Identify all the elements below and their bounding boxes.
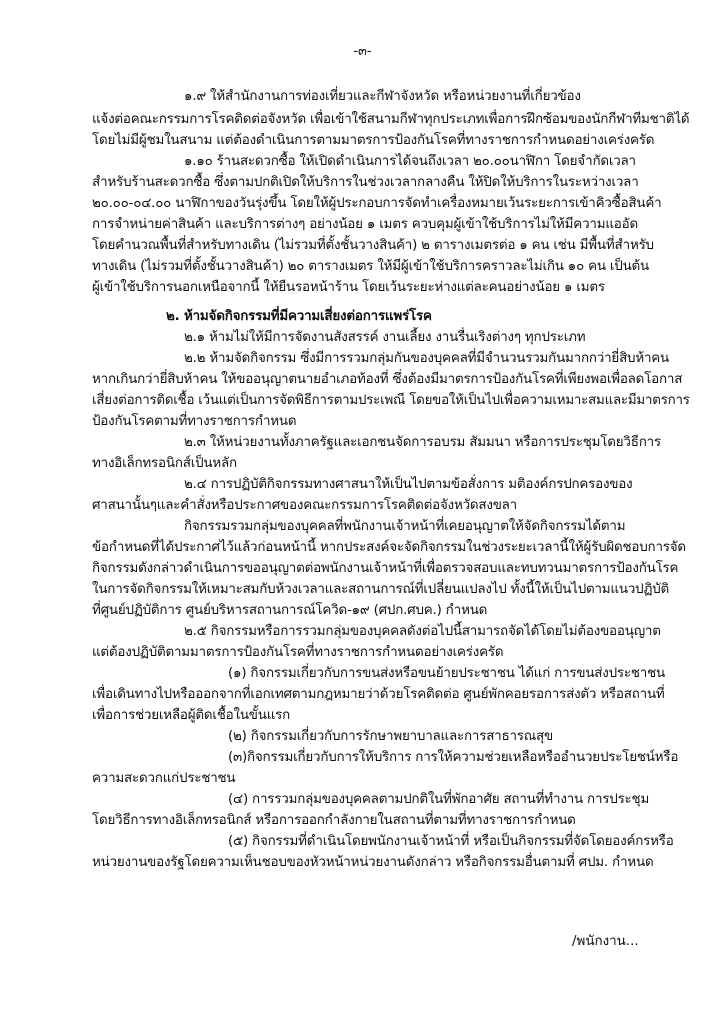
text-line: ทางเดิน (ไม่รวมที่ตั้งชั้นวางสินค้า) ๒๐ ตารางเมตร ให้มีผู้เข้าใช้บริการคราวละไม่เกิน ๑๐ คน เป็นต้น	[92, 259, 649, 274]
text-line: กิจกรรมดังกล่าวดำเนินการขออนุญาตต่อพนักงานเจ้าหน้าที่เพื่อตรวจสอบและทบทวนมาตรการป้องกันโรค	[92, 561, 679, 576]
text-line: ๒.๒ ห้ามจัดกิจกรรม ซึ่งมีการรวมกลุ่มกันของบุคคลที่มีจำนวนรวมกันมากกว่ายี่สิบห้าคน	[184, 351, 669, 366]
text-line: สำหรับร้านสะดวกซื้อ ซึ่งตามปกติเปิดให้บริการในช่วงเวลากลางคืน ให้ปิดให้บริการในระหว่างเวลา	[92, 175, 639, 190]
page-number: -๓-	[353, 44, 372, 59]
text-line: ผู้เข้าใช้บริการนอกเหนือจากนี้ ให้ยืนรอหน้าร้าน โดยเว้นระยะห่างแต่ละคนอย่างน้อย ๑ เมตร	[92, 280, 605, 295]
text-line: ๑.๑๐ ร้านสะดวกซื้อ ให้เปิดดำเนินการได้จนถึงเวลา ๒๐.๐๐นาฬิกา โดยจำกัดเวลา	[184, 154, 636, 169]
section-heading: ๒. ห้ามจัดกิจกรรมที่มีความเสี่ยงต่อการแพร่โรค	[166, 309, 432, 324]
text-line: ที่ศูนย์ปฏิบัติการ ศูนย์บริหารสถานการณ์โควิด-๑๙ (ศปก.ศบค.) กำหนด	[92, 603, 488, 618]
text-line: ๒๐.๐๐-๐๔.๐๐ นาฬิกาของวันรุ่งขึ้น โดยให้ผู้ประกอบการจัดทำเครื่องหมายเว้นระยะการเข้าคิวซื้อสินค้า	[92, 196, 662, 211]
text-line: ในการจัดกิจกรรมให้เหมาะสมกับห้วงเวลาและสถานการณ์ที่เปลี่ยนแปลงไป ทั้งนี้ให้เป็นไปตามแนวปฏิบัติ	[92, 582, 670, 597]
text-line: แต่ต้องปฏิบัติตามมาตรการป้องกันโรคที่ทางราชการกำหนดอย่างเคร่งครัด	[92, 645, 504, 660]
text-line: ๒.๓ ให้หน่วยงานทั้งภาครัฐและเอกชนจัดการอบรม สัมมนา หรือการประชุมโดยวิธีการ	[184, 435, 661, 450]
text-line: ความสะดวกแก่ประชาชน	[92, 771, 236, 786]
text-line: โดยไม่มีผู้ชมในสนาม แต่ต้องดำเนินการตามมาตรการป้องกันโรคที่ทางราชการกำหนดอย่างเคร่งครัด	[92, 133, 655, 148]
text-line: ๑.๙ ให้สำนักงานการท่องเที่ยวและกีฬาจังหวัด หรือหน่วยงานที่เกี่ยวข้อง	[184, 89, 581, 104]
text-line: (๕) กิจกรรมที่ดำเนินโดยพนักงานเจ้าหน้าที่ หรือเป็นกิจกรรมที่จัดโดยองค์กรหรือ	[228, 834, 674, 849]
text-line: ทางอิเล็กทรอนิกส์เป็นหลัก	[92, 456, 237, 471]
page-continuation: /พนักงาน...	[572, 934, 639, 949]
text-line: ข้อกำหนดที่ได้ประกาศไว้แล้วก่อนหน้านี้ หากประสงค์จะจัดกิจกรรมในช่วงระยะเวลานี้ให้ผู้รับผิดชอบการจัด	[92, 540, 686, 555]
text-line: ๒.๔ การปฏิบัติกิจกรรมทางศาสนาให้เป็นไปตามข้อสั่งการ มติองค์กรปกครองของ	[184, 477, 633, 492]
text-line: กิจกรรมรวมกลุ่มของบุคคลที่พนักงานเจ้าหน้าที่เคยอนุญาตให้จัดกิจกรรมได้ตาม	[184, 519, 626, 534]
text-line: แจ้งต่อคณะกรรมการโรคติดต่อจังหวัด เพื่อเข้าใช้สนามกีฬาทุกประเภทเพื่อการฝึกซ้อมของนักกีฬาทีมชาติได้	[92, 112, 690, 127]
text-line: (๔) การรวมกลุ่มของบุคคลตามปกติในที่พักอาศัย สถานที่ทำงาน การประชุม	[228, 792, 650, 807]
text-line: ศาสนานั้นๆและคำสั่งหรือประกาศของคณะกรรมการโรคติดต่อจังหวัดสงขลา	[92, 498, 517, 513]
text-line: เพื่อการช่วยเหลือผู้ติดเชื้อในขั้นแรก	[92, 708, 291, 723]
text-line: โดยวิธีการทางอิเล็กทรอนิกส์ หรือการออกกำลังกายในสถานที่ตามที่ทางราชการกำหนด	[92, 813, 576, 828]
text-line: เพื่อเดินทางไปหรือออกจากที่เอกเทศตามกฎหมายว่าด้วยโรคติดต่อ ศูนย์พักคอยรอการส่งตัว หรือสถานที่	[92, 687, 665, 702]
text-line: หากเกินกว่ายี่สิบห้าคน ให้ขออนุญาตนายอำเภอท้องที่ ซึ่งต้องมีมาตรการป้องกันโรคที่เพียงพอเพื่อลดโอกาส	[92, 372, 683, 387]
text-line: โดยคำนวณพื้นที่สำหรับทางเดิน (ไม่รวมที่ตั้งชั้นวางสินค้า) ๒ ตารางเมตรต่อ ๑ คน เช่น มีพื้นที่สำหรับ	[92, 238, 654, 253]
text-line: (๑) กิจกรรมเกี่ยวกับการขนส่งหรือขนย้ายประชาชน ได้แก่ การขนส่งประชาชน	[228, 666, 665, 681]
text-line: หน่วยงานของรัฐโดยความเห็นชอบของหัวหน้าหน่วยงานดังกล่าว หรือกิจกรรมอื่นตามที่ ศปม. กำหนด	[92, 855, 654, 870]
text-line: (๓)กิจกรรมเกี่ยวกับการให้บริการ การให้ความช่วยเหลือหรืออำนวยประโยชน์หรือ	[228, 750, 679, 765]
text-line: ๒.๑ ห้ามไม่ให้มีการจัดงานสังสรรค์ งานเลี้ยง งานรื่นเริงต่างๆ ทุกประเภท	[184, 330, 586, 345]
text-line: ๒.๕ กิจกรรมหรือการรวมกลุ่มของบุคคลดังต่อไปนี้สามารถจัดได้โดยไม่ต้องขออนุญาต	[184, 624, 661, 639]
text-line: การจำหน่ายค่าสินค้า และบริการต่างๆ อย่างน้อย ๑ เมตร ควบคุมผู้เข้าใช้บริการไม่ให้มีความแออัด	[92, 217, 638, 232]
text-line: เสี่ยงต่อการติดเชื้อ เว้นแต่เป็นการจัดพิธีการตามประเพณี โดยขอให้เป็นไปเพื่อความเหมาะสมและมีมาตรการ	[92, 393, 690, 408]
text-line: (๒) กิจกรรมเกี่ยวกับการรักษาพยาบาลและการสาธารณสุข	[228, 729, 553, 744]
text-line: ป้องกันโรคตามที่ทางราชการกำหนด	[92, 414, 297, 429]
